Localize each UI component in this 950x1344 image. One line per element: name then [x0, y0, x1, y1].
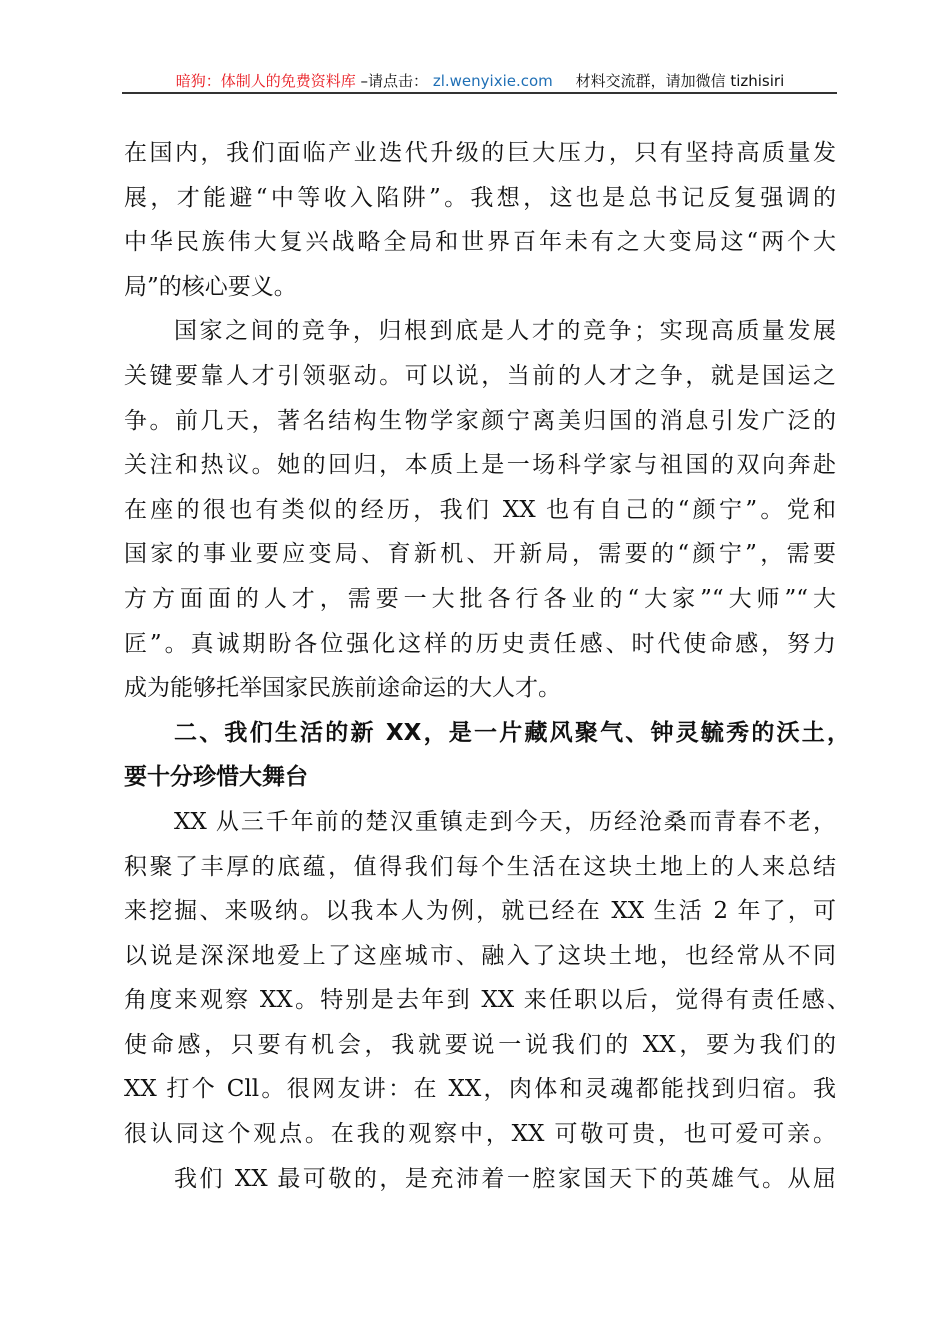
paragraph — [124, 800, 850, 1157]
text-line: 我们 XX 最可敬的，是充沛着一腔家国天下的英雄气。从屈 — [174, 1165, 836, 1192]
text-line: 积聚了丰厚的底蕴，值得我们每个生活在这块土地上的人来总结 — [124, 853, 836, 880]
header-click-label: –请点击： — [360, 72, 429, 90]
section-heading — [124, 711, 850, 800]
text-line: 成为能够托举国家民族前途命运的大人才。 — [124, 675, 561, 702]
text-line: 以说是深深地爱上了这座城市、融入了这块土地，也经常从不同 — [124, 942, 836, 969]
text-line: 争。前几天，著名结构生物学家颜宁离美归国的消息引发广泛的 — [124, 407, 836, 434]
text-line: 角度来观察 XX。特别是去年到 XX 来任职以后，觉得有责任感、 — [124, 987, 850, 1014]
text-line: 国家之间的竞争，归根到底是人才的竞争；实现高质量发展 — [174, 318, 836, 345]
page-header — [124, 70, 836, 91]
heading-line: 二、我们生活的新 XX，是一片藏风聚气、钟灵毓秀的沃土， — [174, 719, 850, 746]
text-line: XX 从三千年前的楚汉重镇走到今天，历经沧桑而青春不老， — [174, 808, 836, 835]
text-line: 在座的很也有类似的经历，我们 XX 也有自己的“颜宁”。党和 — [124, 496, 836, 523]
text-line: 很认同这个观点。在我的观察中，XX 可敬可贵，也可爱可亲。 — [124, 1121, 836, 1148]
text-line: 使命感，只要有机会，我就要说一说我们的 XX，要为我们的 — [124, 1031, 836, 1058]
text-line: 方方面面的人才，需要一大批各行各业的“大家”“大师”“大 — [124, 585, 836, 612]
text-line: 中华民族伟大复兴战略全局和世界百年未有之大变局这“两个大 — [124, 229, 836, 256]
text-line: 来挖掘、来吸纳。以我本人为例，就已经在 XX 生活 2 年了，可 — [124, 898, 836, 925]
document-body — [124, 131, 850, 1201]
header-group-info: 材料交流群，请加微信 tizhisiri — [575, 72, 785, 90]
text-line: 展，才能避“中等收入陷阱”。我想，这也是总书记反复强调的 — [124, 184, 836, 211]
paragraph — [124, 309, 836, 710]
text-line: 国家的事业要应变局、育新机、开新局，需要的“颜宁”，需要 — [124, 541, 836, 568]
text-line: 关注和热议。她的回归，本质上是一场科学家与祖国的双向奔赴 — [124, 452, 836, 479]
heading-line: 要十分珍惜大舞台 — [124, 764, 308, 791]
header-promo: 暗狗：体制人的免费资料库 — [175, 72, 356, 90]
text-line: 匠”。真诚期盼各位强化这样的历史责任感、时代使命感，努力 — [124, 630, 836, 657]
text-line: 局”的核心要义。 — [124, 273, 297, 300]
paragraph — [124, 131, 836, 309]
header-link[interactable]: zl.wenyixie.com — [432, 72, 553, 90]
header-divider — [122, 92, 837, 94]
text-line: XX 打个 Cll。很网友讲：在 XX，肉体和灵魂都能找到归宿。我 — [124, 1076, 836, 1103]
paragraph — [124, 1157, 836, 1202]
text-line: 关键要靠人才引领驱动。可以说，当前的人才之争，就是国运之 — [124, 362, 836, 389]
text-line: 在国内，我们面临产业迭代升级的巨大压力，只有坚持高质量发 — [124, 140, 836, 166]
